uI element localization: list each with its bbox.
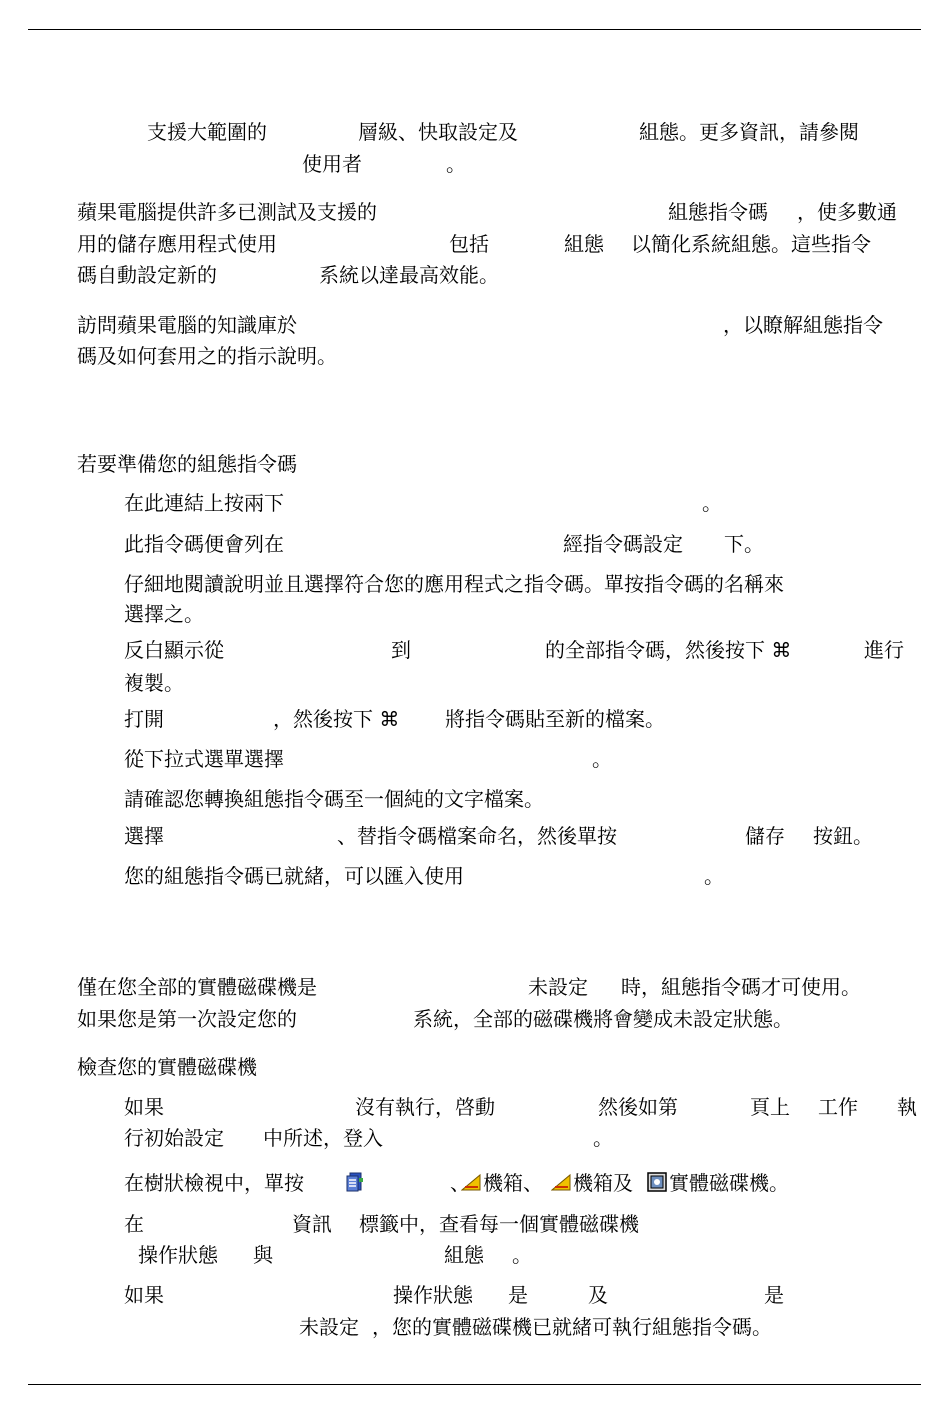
step-text: 進行	[864, 638, 904, 662]
step-text: 中所述，登入	[263, 1126, 383, 1150]
intro-text: 組態。更多資訊，請參閱	[639, 120, 859, 144]
step-text: 儲存	[745, 824, 785, 848]
step-text: 頁上	[750, 1095, 790, 1119]
paragraph-text: 如果您是第一次設定您的	[77, 1007, 297, 1031]
step-text: 執	[897, 1095, 917, 1119]
step-text: 然後如第	[598, 1095, 678, 1119]
step-text: 按鈕。	[813, 824, 873, 848]
bottom-rule	[28, 1384, 921, 1385]
step-text: 仔細地閱讀說明並且選擇符合您的應用程式之指令碼。單按指令碼的名稱來	[124, 572, 784, 596]
step-text: 、	[450, 1171, 470, 1195]
step-text: 是	[764, 1283, 784, 1307]
paragraph-text: 碼及如何套用之的指示說明。	[77, 344, 337, 368]
paragraph-text: 組態指令碼	[668, 200, 768, 224]
step-text: 工作	[818, 1095, 858, 1119]
step-text: 是	[508, 1283, 528, 1307]
step-text: 下。	[724, 532, 764, 556]
paragraph-text: 時，組態指令碼才可使用。	[621, 975, 861, 999]
step-text: 經指令碼設定	[563, 532, 683, 556]
step-text: 。	[592, 747, 612, 771]
paragraph-text: ，使多數通	[797, 200, 897, 224]
step-text: 及	[588, 1283, 608, 1307]
step-text: 打開	[124, 707, 164, 731]
step-text: 實體磁碟機。	[669, 1171, 789, 1195]
paragraph-text: 系統，全部的磁碟機將會變成未設定狀態。	[413, 1007, 793, 1031]
step-text: 標籤中，查看每一個實體磁碟機	[359, 1212, 639, 1236]
paragraph-text: 以簡化系統組態。這些指令	[631, 232, 871, 256]
intro-text: 支援大範圍的	[147, 120, 267, 144]
step-text: 。	[704, 864, 724, 888]
step-text: 在	[124, 1212, 144, 1236]
paragraph-text: 組態	[564, 232, 604, 256]
step-text: 到	[391, 638, 411, 662]
step-text: 、替指令碼檔案命名，然後單按	[337, 824, 617, 848]
top-rule	[28, 29, 921, 30]
step-text: 組態	[444, 1243, 484, 1267]
step-text: 的全部指令碼，然後按下 ⌘	[545, 638, 792, 662]
paragraph-text: 用的儲存應用程式使用	[77, 232, 277, 256]
step-text: 在樹狀檢視中，單按	[124, 1171, 304, 1195]
intro-text: 層級、快取設定及	[358, 120, 518, 144]
step-text: 操作狀態	[138, 1243, 218, 1267]
step-text: 行初始設定	[124, 1126, 224, 1150]
step-text: 如果	[124, 1095, 164, 1119]
step-text: 沒有執行，啓動	[355, 1095, 495, 1119]
step-text: ，您的實體磁碟機已就緒可執行組態指令碼。	[372, 1315, 772, 1339]
paragraph-text: 僅在您全部的實體磁碟機是	[77, 975, 317, 999]
enclosure-icon	[461, 1172, 481, 1192]
step-text: 。	[593, 1126, 613, 1150]
physical-disk-icon	[647, 1172, 667, 1192]
step-text: 與	[253, 1243, 273, 1267]
server-stack-icon	[345, 1172, 365, 1192]
step-text: 。	[512, 1243, 532, 1267]
paragraph-text: ，以瞭解組態指令	[723, 313, 883, 337]
paragraph-text: 碼自動設定新的	[77, 263, 217, 287]
step-text: 將指令碼貼至新的檔案。	[445, 707, 665, 731]
section-heading: 檢查您的實體磁碟機	[77, 1055, 257, 1079]
section-heading: 若要準備您的組態指令碼	[77, 452, 297, 476]
step-text: 未設定	[299, 1315, 359, 1339]
step-text: 此指令碼便會列在	[124, 532, 284, 556]
step-text: 操作狀態	[393, 1283, 473, 1307]
paragraph-text: 未設定	[528, 975, 588, 999]
paragraph-text: 系統以達最高效能。	[319, 263, 499, 287]
step-text: 。	[702, 491, 722, 515]
step-text: 機箱及	[573, 1171, 633, 1195]
step-text: ，然後按下 ⌘	[273, 707, 400, 731]
intro-text: 。	[446, 152, 466, 176]
paragraph-text: 訪問蘋果電腦的知識庫於	[77, 313, 297, 337]
step-text: 資訊	[292, 1212, 332, 1236]
step-text: 從下拉式選單選擇	[124, 747, 284, 771]
step-text: 反白顯示從	[124, 638, 224, 662]
enclosure-icon	[551, 1172, 571, 1192]
step-text: 在此連結上按兩下	[124, 491, 284, 515]
step-text: 如果	[124, 1283, 164, 1307]
step-text: 複製。	[124, 671, 184, 695]
intro-text: 使用者	[302, 152, 362, 176]
step-text: 您的組態指令碼已就緒，可以匯入使用	[124, 864, 464, 888]
step-text: 選擇之。	[124, 602, 204, 626]
step-text: 請確認您轉換組態指令碼至一個純的文字檔案。	[124, 787, 544, 811]
paragraph-text: 蘋果電腦提供許多已測試及支援的	[77, 200, 377, 224]
step-text: 選擇	[124, 824, 164, 848]
paragraph-text: 包括	[449, 232, 489, 256]
step-text: 機箱、	[483, 1171, 543, 1195]
